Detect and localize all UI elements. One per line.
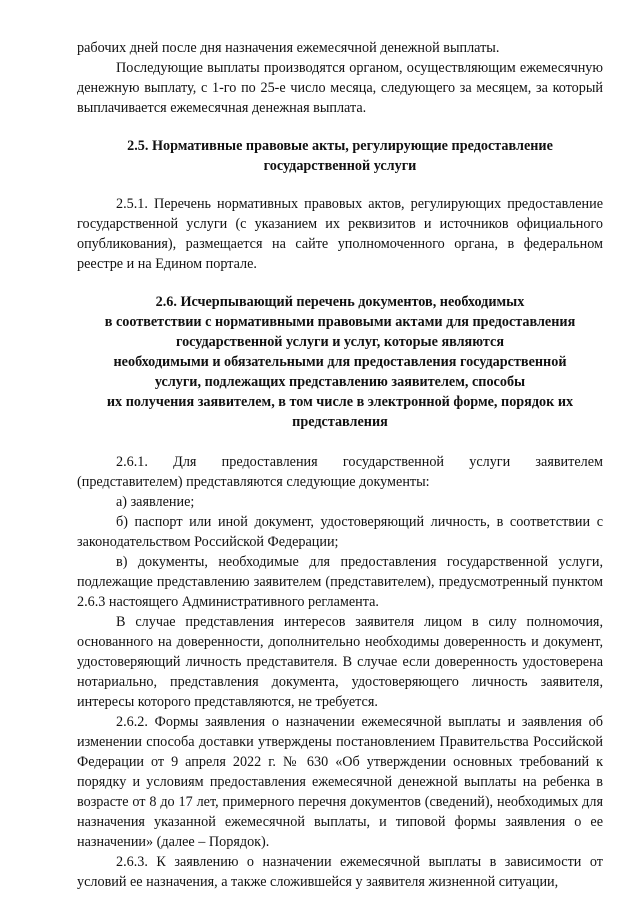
heading-2-6-line: представления	[292, 414, 388, 430]
list-item-b: б) паспорт или иной документ, удостоверяющий личность, в соответствии с законодательством Российской Федерации;	[77, 514, 603, 550]
paragraph-representative: В случае представления интересов заявителя лицом в силу полномочия, основанного на доверенности, дополнительно необходимы доверенность и документ, удостоверяющий личность представителя. В случае если доверенность удостоверена нотариально, представления документа, удостоверяющего личность заявителя, интересы которого представляются, не требуется.	[77, 614, 603, 710]
list-item-a: а) заявление;	[116, 494, 195, 510]
heading-2-6-line: необходимыми и обязательными для предоставления государственной	[113, 354, 567, 370]
heading-2-6-line: государственной услуги и услуг, которые являются	[175, 334, 504, 350]
paragraph-2-6-2: 2.6.2. Формы заявления о назначении ежемесячной выплаты и заявления об изменении способа доставки утверждены постановлением Правительства Российской Федерации от 9 апреля 2022 г. № 630 «Об утверждении основных требований к порядку и условиям предоставления ежемесячной денежной выплаты на ребенка в возрасте от 8 до 17 лет, примерного перечня документов (сведений), необходимых для назначения указанной ежемесячной выплаты, и типовой формы заявления о ее назначении» (далее – Порядок).	[77, 714, 603, 850]
paragraph-continuation: рабочих дней после дня назначения ежемесячной денежной выплаты.	[77, 40, 500, 56]
paragraph-subsequent-payments: Последующие выплаты производятся органом, осуществляющим ежемесячную денежную выплату, с 1-го по 25-е число месяца, следующего за месяцем, за который выплачивается ежемесячная денежная выплата.	[77, 60, 603, 116]
heading-2-5-line: 2.5. Нормативные правовые акты, регулирующие предоставление	[127, 138, 553, 154]
heading-2-6-line: их получения заявителем, в том числе в электронной форме, порядок их	[106, 394, 574, 410]
heading-2-6-line: услуги, подлежащих представлению заявителем, способы	[154, 374, 526, 390]
heading-2-5	[77, 136, 603, 176]
paragraph-2-6-1: 2.6.1. Для предоставления государственной услуги заявителем (представителем) представляются следующие документы:	[77, 454, 603, 490]
list-item-c: в) документы, необходимые для предоставления государственной услуги, подлежащие представлению заявителем (представителем), предусмотренный пунктом 2.6.3 настоящего Административного регламента.	[77, 554, 603, 610]
paragraph-2-6-3: 2.6.3. К заявлению о назначении ежемесячной выплаты в зависимости от условий ее назначения, а также сложившейся у заявителя жизненной ситуации,	[77, 854, 603, 890]
paragraph-2-5-1: 2.5.1. Перечень нормативных правовых актов, регулирующих предоставление государственной услуги (с указанием их реквизитов и источников официального опубликования), размещается на сайте уполномоченного органа, в федеральном реестре и на Едином портале.	[77, 196, 603, 272]
heading-2-6-line: в соответствии с нормативными правовыми актами для предоставления	[104, 314, 576, 330]
heading-2-6-line: 2.6. Исчерпывающий перечень документов, необходимых	[155, 294, 525, 310]
heading-2-5-line: государственной услуги	[263, 158, 417, 174]
heading-2-6	[77, 292, 603, 432]
